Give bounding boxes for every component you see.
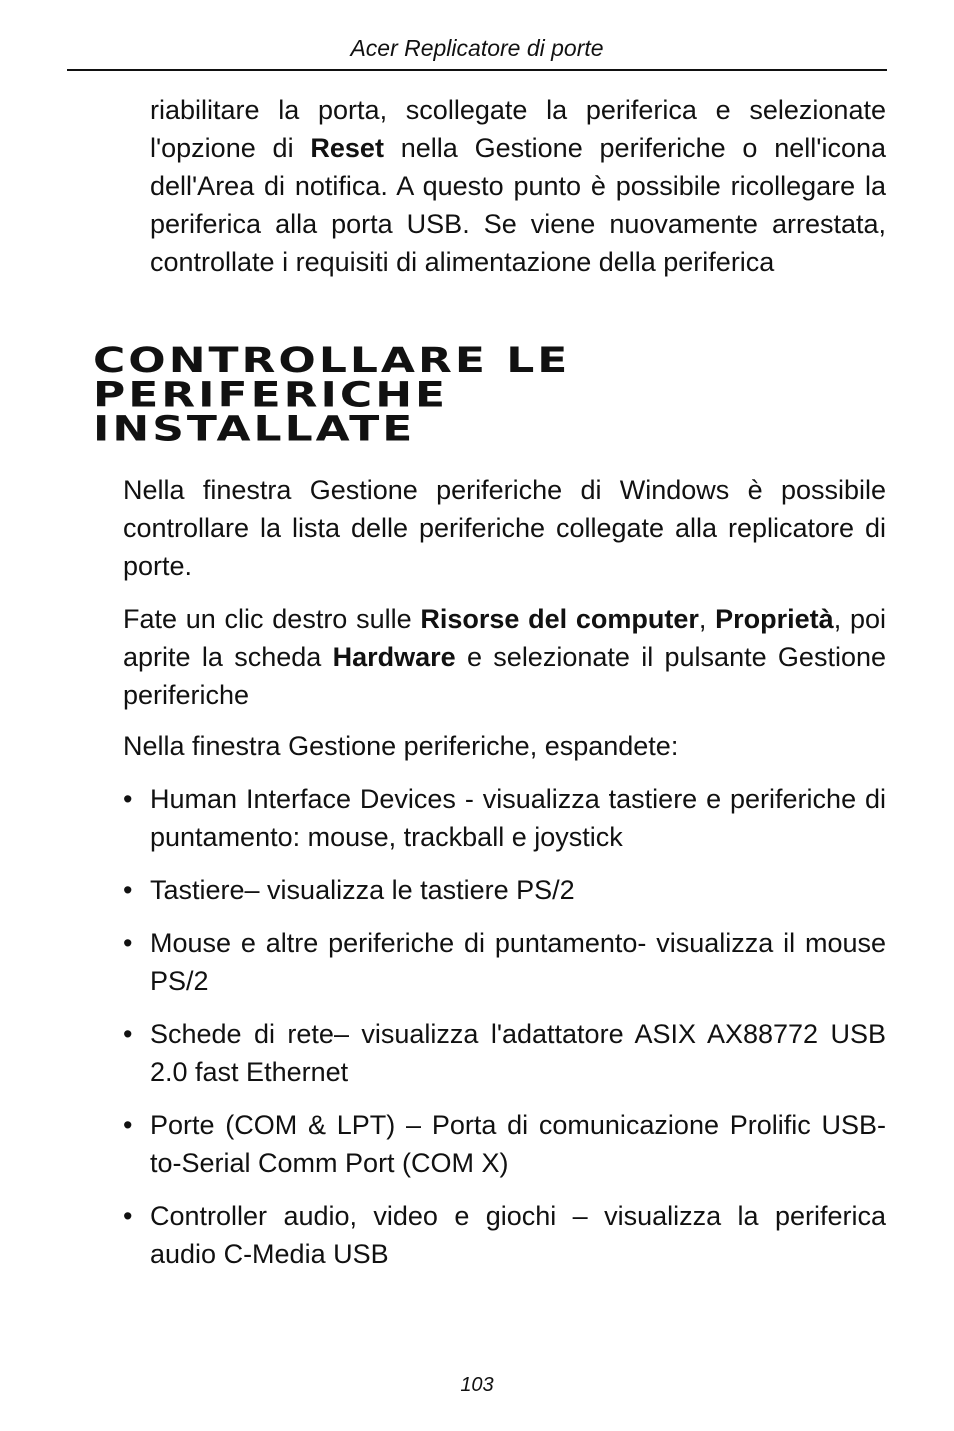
properties-term: Proprietà: [715, 604, 834, 634]
list-item: [123, 1015, 886, 1091]
reset-term: Reset: [310, 133, 384, 163]
list-item-text: Tastiere– visualizza le tastiere PS/2: [150, 875, 575, 905]
instructions-paragraph: [123, 600, 886, 714]
instructions-text-2: ,: [698, 604, 716, 634]
section-title-line-2: PERIFERICHE: [93, 375, 449, 415]
section-title-line-3: INSTALLATE: [93, 409, 416, 450]
list-item: [123, 1106, 886, 1182]
continuation-paragraph: [150, 91, 886, 281]
list-item-text: Schede di rete– visualizza l'adattatore ASIX AX88772 USB 2.0 fast Ethernet: [150, 1019, 886, 1087]
my-computer-term: Risorse del computer: [420, 604, 699, 634]
instructions-text-3: , poi aprite la scheda: [123, 604, 886, 672]
section-title: [93, 340, 773, 450]
instructions-text-4: e selezionate il pulsante Gestione periferiche: [123, 642, 886, 710]
list-item-text: Mouse e altre periferiche di puntamento- visualizza il mouse PS/2: [150, 928, 886, 996]
instructions-text-1: Fate un clic destro sulle: [123, 604, 421, 634]
device-category-list: [123, 780, 886, 1288]
list-item: [123, 1197, 886, 1273]
expand-paragraph: Nella finestra Gestione periferiche, espandete:: [123, 731, 679, 761]
list-item-text: Controller audio, video e giochi – visualizza la periferica audio C-Media USB: [150, 1201, 886, 1269]
bullet-icon: •: [123, 1019, 133, 1049]
bullet-icon: •: [123, 875, 133, 905]
continuation-text-2: nella Gestione periferiche o nell'icona dell'Area di notifica. A questo punto è possibile ricollegare la periferica alla porta USB. Se viene nuovamente arrestata, controllate i requisiti di alimentazione della periferica: [150, 133, 886, 277]
bullet-icon: •: [123, 1201, 133, 1231]
header-divider: [67, 69, 887, 71]
list-item-text: Porte (COM & LPT) – Porta di comunicazione Prolific USB-to-Serial Comm Port (COM X): [150, 1110, 886, 1178]
running-header: Acer Replicatore di porte: [350, 35, 604, 61]
intro-paragraph: Nella finestra Gestione periferiche di Windows è possibile controllare la lista delle periferiche collegate alla replicatore di porte.: [123, 475, 886, 581]
hardware-term: Hardware: [332, 642, 456, 672]
section-title-line-1: CONTROLLARE LE: [93, 340, 571, 381]
list-item-text: Human Interface Devices - visualizza tastiere e periferiche di puntamento: mouse, trackball e joystick: [150, 784, 886, 852]
bullet-icon: •: [123, 928, 133, 958]
bullet-icon: •: [123, 784, 133, 814]
list-item: [123, 924, 886, 1000]
list-item: [123, 871, 886, 909]
bullet-icon: •: [123, 1110, 133, 1140]
page-number: 103: [460, 1374, 494, 1396]
list-item: [123, 780, 886, 856]
continuation-text-1: riabilitare la porta, scollegate la periferica e selezionate l'opzione di: [150, 95, 886, 163]
